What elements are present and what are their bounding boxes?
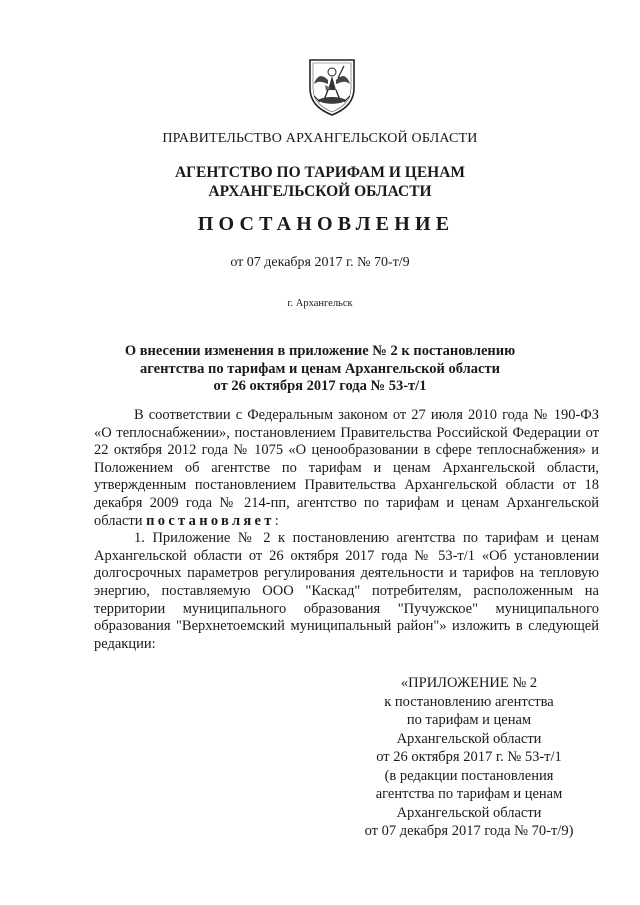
appendix-line: от 26 октября 2017 г. № 53-т/1 <box>376 749 562 765</box>
subject-line2: агентства по тарифам и ценам Архангельской области <box>140 360 500 377</box>
coat-of-arms-icon <box>304 58 360 116</box>
agency-name-line2: АРХАНГЕЛЬСКОЙ ОБЛАСТИ <box>208 183 432 200</box>
document-subject <box>0 343 640 396</box>
appendix-header <box>330 674 608 841</box>
resolves-word: постановляет <box>146 512 275 529</box>
document-type-title: ПОСТАНОВЛЕНИЕ <box>197 213 455 235</box>
preamble-colon: : <box>274 512 279 529</box>
subject-line3: от 26 октября 2017 года № 53-т/1 <box>213 378 427 394</box>
government-name: ПРАВИТЕЛЬСТВО АРХАНГЕЛЬСКОЙ ОБЛАСТИ <box>162 131 478 146</box>
body-paragraph-preamble <box>94 407 599 530</box>
subject-line1: О внесении изменения в приложение № 2 к постановлению <box>124 343 516 359</box>
appendix-line: к постановлению агентства <box>384 693 554 710</box>
agency-name <box>0 163 640 201</box>
appendix-line: (в редакции постановления <box>384 767 554 784</box>
document-date-number: от 07 декабря 2017 г. № 70-т/9 <box>230 255 410 270</box>
appendix-line: от 07 декабря 2017 года № 70-т/9) <box>364 823 574 839</box>
body-paragraph-item1: 1. Приложение № 2 к постановлению агентства по тарифам и ценам Архангельской области от 26 октября 2017 года № 53-т/1 «Об установлении долгосрочных параметров регулирования деятельности и тарифов на тепловую энергию, поставляемую ООО "Каскад" потребителям, расположенным на территории муниципального образования "Пучужское" муниципального образования "Верхнетоемский муниципальный район"» изложить в следующей редакции: <box>94 530 599 652</box>
document-city: г. Архангельск <box>287 298 353 309</box>
appendix-line: по тарифам и ценам <box>406 712 532 728</box>
preamble-text: В соответствии с Федеральным законом от 27 июля 2010 года № 190-ФЗ «О теплоснабжении», постановлением Правительства Российской Федерации от 22 октября 2012 года № 1075 «О ценообразовании в сфере теплоснабжения» и Положением об агентстве по тарифам и ценам Архангельской области, утвержденным постановлением Правительства Архангельской области от 18 декабря 2009 года № 214-пп, агентство по тарифам и ценам Архангельской области <box>94 407 599 529</box>
document-body <box>94 407 599 653</box>
appendix-line: Архангельской области <box>396 730 542 747</box>
appendix-line: «ПРИЛОЖЕНИЕ № 2 <box>400 675 538 691</box>
appendix-line: агентства по тарифам и ценам <box>375 786 563 802</box>
appendix-line: Архангельской области <box>396 804 542 821</box>
agency-name-line1: АГЕНТСТВО ПО ТАРИФАМ И ЦЕНАМ <box>174 164 466 181</box>
